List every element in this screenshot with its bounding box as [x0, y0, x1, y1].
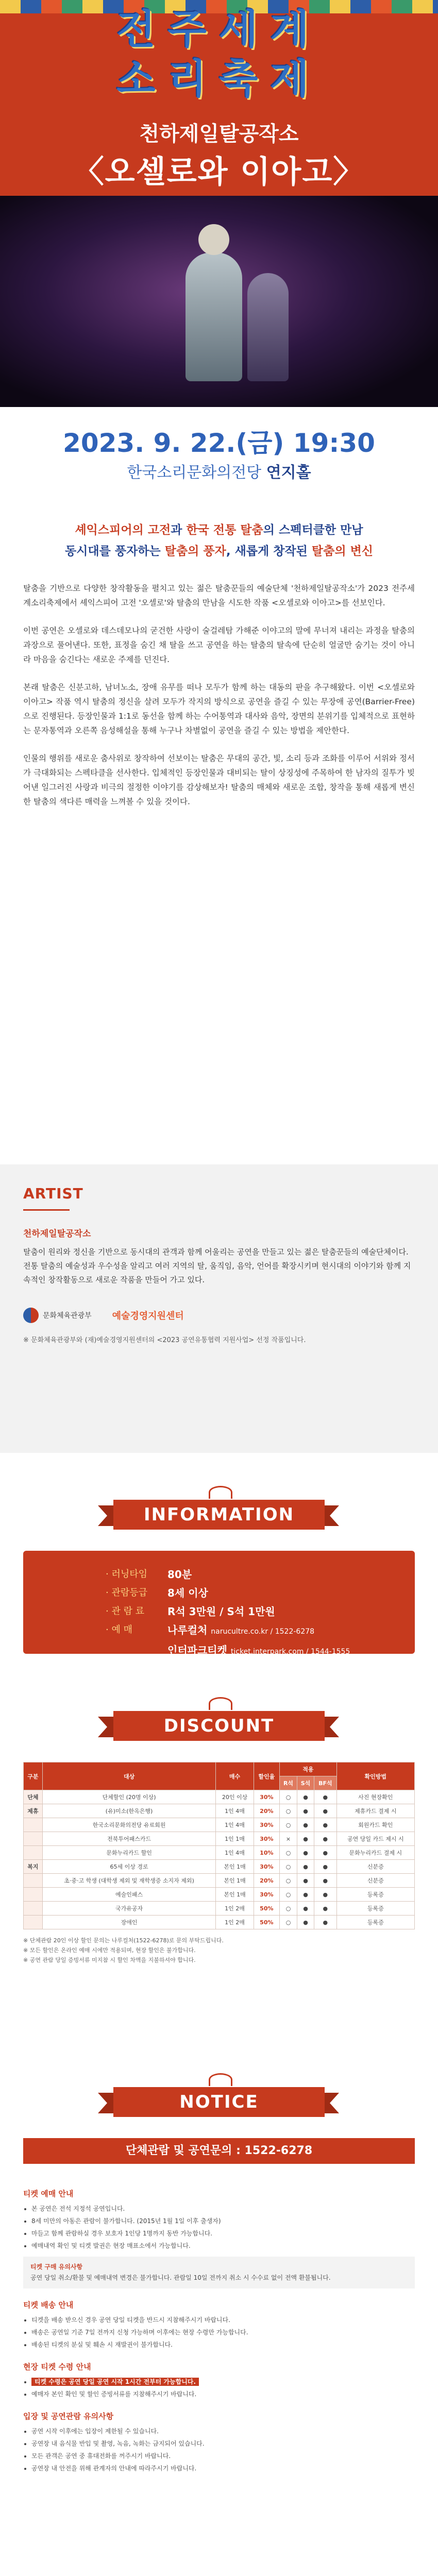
- col-group-header: 적용: [280, 1762, 337, 1776]
- table-cell: 1인 4매: [216, 1804, 254, 1818]
- table-cell: 30%: [254, 1790, 279, 1804]
- ribbon-ornament: [209, 2073, 232, 2086]
- table-cell: 50%: [254, 1902, 279, 1916]
- event-date: 2023. 9. 22.(금) 19:30: [63, 428, 375, 458]
- booking-contact[interactable]: ticket.interpark.com / 1544-1555: [230, 1648, 350, 1656]
- table-cell: 장애인: [42, 1916, 216, 1929]
- table-row: [24, 1846, 415, 1860]
- table-cell: ●: [297, 1832, 314, 1846]
- col-header: R석: [280, 1776, 297, 1790]
- notice-item: • 공연 시작 이후에는 입장이 제한될 수 있습니다.: [31, 2426, 415, 2437]
- booking-vendor: 나루컬처: [167, 1624, 208, 1636]
- category-cell: 제휴: [24, 1804, 43, 1818]
- headline-text: , 새롭게 창작된: [226, 545, 312, 558]
- festival-title-line1: 전주세계: [116, 7, 322, 53]
- category-cell: [24, 1902, 43, 1916]
- table-cell: ●: [314, 1874, 337, 1888]
- table-cell: ○: [280, 1790, 297, 1804]
- table-cell: 등록증: [336, 1902, 414, 1916]
- discount-table-body: [24, 1790, 415, 1929]
- table-cell: ○: [280, 1916, 297, 1929]
- headline-text: 탈춤의 풍자: [164, 545, 226, 558]
- table-cell: 단체할인 (20명 이상): [42, 1790, 216, 1804]
- intro-paragraph: 본래 탈춤은 신분고하, 남녀노소, 장애 유무를 떠나 모두가 함께 하는 대동의 판을 추구해왔다. 이번 <오셀로와 이아고> 작품 역시 탈춤의 정신을 살려 모두가 작지의 방식으로 공연을 즐길 수 있는 무장애 공연(Barrier-Free)으로 진행된다. 등장인물과 1:1로 동선을 함께 하는 수어통역과 대사와 음악, 장면의 분위기를 입체적으로 표현하는 문자통역과 오른쪽 음성해설을 통해 누구나 차별없이 공연을 즐길 수 있는 방법을 제안한다.: [23, 683, 415, 735]
- notice-phone-bar: 단체관람 및 공연문의 : 1522-6278: [23, 2138, 415, 2164]
- info-row-age: [106, 1584, 350, 1602]
- table-cell: 20%: [254, 1804, 279, 1818]
- table-cell: 사진 현장확인: [336, 1790, 414, 1804]
- venue-hall: 연지홀: [266, 464, 311, 482]
- notice-item: • 본 공연은 전석 지정석 공연입니다.: [31, 2204, 415, 2214]
- col-header: 확인방법: [336, 1762, 414, 1790]
- table-cell: ●: [314, 1818, 337, 1832]
- table-row: [24, 1902, 415, 1916]
- table-cell: ●: [314, 1846, 337, 1860]
- table-cell: ○: [280, 1902, 297, 1916]
- heading-underline: [23, 1209, 70, 1211]
- table-cell: ●: [297, 1818, 314, 1832]
- information-box: [23, 1551, 415, 1654]
- performer-figure-2: [247, 273, 289, 381]
- category-cell: [24, 1874, 43, 1888]
- col-header: BF석: [314, 1776, 337, 1790]
- artist-section: [0, 1164, 438, 1453]
- table-row: [24, 1790, 415, 1804]
- info-key: · 예 매: [106, 1621, 167, 1641]
- ribbon-tail-right: [324, 1505, 339, 1526]
- table-cell: ●: [297, 1874, 314, 1888]
- stage-photo: [0, 196, 438, 407]
- table-cell: 30%: [254, 1888, 279, 1902]
- hero-poster: [0, 0, 438, 505]
- table-cell: 등록증: [336, 1916, 414, 1929]
- table-cell: ●: [297, 1846, 314, 1860]
- artist-heading: ARTIST: [23, 1185, 83, 1202]
- table-cell: ○: [280, 1818, 297, 1832]
- notice-list: [23, 2426, 415, 2474]
- table-cell: ●: [297, 1860, 314, 1874]
- headline-text: 한국 전통 탈춤: [186, 523, 263, 537]
- notice-box-title: 티켓 구매 유의사항: [30, 2263, 83, 2270]
- ribbon-ornament: [209, 1697, 232, 1710]
- info-row-price: [106, 1602, 350, 1621]
- discount-ribbon: [0, 1705, 438, 1747]
- notice-ribbon: [0, 2081, 438, 2123]
- table-cell: 문화누리카드 결제 시: [336, 1846, 414, 1860]
- notice-body: [23, 2177, 415, 2476]
- notice-item: [31, 2377, 415, 2387]
- table-row: [24, 1818, 415, 1832]
- notice-item: • 공연장 내 안전을 위해 관계자의 안내에 따라주시기 바랍니다.: [31, 2463, 415, 2474]
- table-row: [24, 1804, 415, 1818]
- intro-paragraph: 탈춤을 기반으로 다양한 창작활동을 펼치고 있는 젊은 탈춤꾼들의 예술단체 '천하제일탈공작소'가 2023 전주세계소리축제에서 셰익스피어 고전 '오셀로'와 탈춤의 만남을 시도한 작품 <오셀로와 이아고>를 선보인다.: [23, 584, 415, 607]
- table-cell: ●: [314, 1790, 337, 1804]
- discount-section: [23, 1762, 415, 1965]
- intro-headline-2: [0, 541, 438, 558]
- ribbon-tail-right: [324, 1717, 339, 1737]
- ribbon-tail-right: [324, 2093, 339, 2113]
- notice-subheading: 티켓 배송 안내: [23, 2300, 74, 2310]
- table-cell: 1인 4매: [216, 1846, 254, 1860]
- headline-text: 탈춤의 변신: [311, 545, 374, 558]
- ribbon-ornament: [209, 1486, 232, 1499]
- table-header-row: [24, 1762, 415, 1776]
- table-cell: 본인 1매: [216, 1860, 254, 1874]
- col-header: 대상: [42, 1762, 216, 1790]
- information-heading: INFORMATION: [113, 1500, 325, 1530]
- discount-notes: [23, 1936, 415, 1965]
- performer-figure: [186, 252, 242, 381]
- category-cell: [24, 1832, 43, 1846]
- sponsor-logos: [23, 1308, 415, 1323]
- festival-title: [0, 5, 438, 104]
- category-cell: [24, 1846, 43, 1860]
- table-cell: 30%: [254, 1860, 279, 1874]
- table-cell: 본인 1매: [216, 1874, 254, 1888]
- discount-note: ※ 모든 할인은 온라인 예매 시에만 적용되며, 현장 할인은 불가합니다.: [23, 1947, 196, 1954]
- table-row: [24, 1860, 415, 1874]
- table-row: [24, 1832, 415, 1846]
- table-cell: 1인 4매: [216, 1818, 254, 1832]
- notice-highlight: 티켓 수령은 공연 당일 공연 시작 1시간 전부터 가능합니다.: [31, 2378, 199, 2386]
- intro-paragraph: 인물의 행위를 새로운 춤사위로 창작하여 선보이는 탈춤은 무대의 공간, 빛, 소리 등과 조화를 이루어 서위와 정서가 극대화되는 스펙타클을 선사한다. 입체적인 등장인물과 대비되는 탈이 상징성에 주목하여 한 남자의 질투가 빚어낸 일그러진 사랑과 비극의 절정한 이야기를 감상해보자! 탈춤의 매체와 새로운 조합, 창작을 통해 새롭게 변신한 탈춤의 색다른 매력을 느껴볼 수 있을 것이다.: [23, 754, 415, 806]
- table-cell: 문화누리카드 할인: [42, 1846, 216, 1860]
- table-row: [24, 1874, 415, 1888]
- table-cell: ●: [314, 1902, 337, 1916]
- table-cell: 65세 이상 경로: [42, 1860, 216, 1874]
- info-value: [167, 1621, 314, 1641]
- table-cell: 30%: [254, 1832, 279, 1846]
- headline-text: 의 스펙터클한 만남: [263, 523, 363, 537]
- info-value: 80분: [167, 1568, 192, 1581]
- headline-text: 셰익스피어의 고전: [75, 523, 171, 537]
- category-cell: 단체: [24, 1790, 43, 1804]
- festival-title-line2: 소리축제: [116, 56, 322, 103]
- ministry-logo: [23, 1308, 92, 1323]
- event-venue: [0, 460, 438, 482]
- notice-list: [23, 2315, 415, 2350]
- info-value: R석 3만원 / S석 1만원: [167, 1605, 275, 1618]
- table-cell: ●: [297, 1804, 314, 1818]
- information-ribbon: [0, 1494, 438, 1535]
- col-header: 매수: [216, 1762, 254, 1790]
- table-cell: ●: [314, 1804, 337, 1818]
- table-cell: 회원카드 확인: [336, 1818, 414, 1832]
- notice-list: [23, 2377, 415, 2400]
- info-key: · 러닝타임: [106, 1565, 167, 1584]
- table-cell: 공연 당일 카드 제시 시: [336, 1832, 414, 1846]
- info-row-runtime: [106, 1565, 350, 1584]
- intro-section: [0, 520, 438, 822]
- notice-box: [23, 2257, 415, 2289]
- info-row-booking-2: [106, 1641, 350, 1661]
- table-cell: ○: [280, 1888, 297, 1902]
- intro-paragraph: 이번 공연은 오셀로와 데스데모나의 굳건한 사랑이 술걸레탐 가해준 이야고의 말에 무너져 내리는 과정을 탈춤의 과장으로 풀어낸다. 또한, 표정을 숨긴 채 탈을 쓰고 공연을 하는 탈춤의 탈속에 단순히 얼굴만 숨기는 것이 아니라 마음을 숨긴다는 새로운 주제를 던진다.: [23, 626, 415, 664]
- table-cell: 20인 이상: [216, 1790, 254, 1804]
- table-row: [24, 1888, 415, 1902]
- notice-item: • 예매자 본인 확인 및 할인 증빙서류를 지참해주시기 바랍니다.: [31, 2389, 415, 2400]
- category-cell: 복지: [24, 1860, 43, 1874]
- table-cell: ○: [280, 1860, 297, 1874]
- table-cell: 1인 2매: [216, 1916, 254, 1929]
- notice-item: • 배송은 공연일 기준 7일 전까지 신청 가능하며 이후에는 현장 수령만 가능합니다.: [31, 2327, 415, 2338]
- notice-item: • 8세 미만의 아동은 관람이 불가합니다. (2015년 1월 1일 이후 출생자): [31, 2216, 415, 2227]
- table-cell: ○: [280, 1846, 297, 1860]
- troupe-name: 천하제일탈공작소: [139, 122, 299, 146]
- discount-table: [23, 1762, 415, 1929]
- discount-note: ※ 단체관람 20인 이상 할인 문의는 나루컬처(1522-6278)로 문의 부탁드립니다.: [23, 1937, 224, 1944]
- table-cell: ●: [297, 1888, 314, 1902]
- table-cell: ●: [314, 1916, 337, 1929]
- table-cell: 한국소리문화의전당 유료회원: [42, 1818, 216, 1832]
- discount-note: ※ 공연 관람 당일 증빙서류 미지참 시 할인 차액을 지불하셔야 합니다.: [23, 1957, 196, 1963]
- col-header: 할인율: [254, 1762, 279, 1790]
- table-cell: 초·중·고 학생 (대학생 제외 및 재학생증 소지자 제외): [42, 1874, 216, 1888]
- notice-item: • 티켓을 배송 받으신 경우 공연 당일 티켓을 반드시 지참해주시기 바랍니다.: [31, 2315, 415, 2326]
- booking-contact[interactable]: narucultre.co.kr / 1522-6278: [211, 1628, 315, 1636]
- notice-item: • 마들고 함께 관람하실 경우 보호자 1인당 1명까지 동반 가능합니다.: [31, 2228, 415, 2239]
- table-cell: 제휴카드 결제 시: [336, 1804, 414, 1818]
- table-cell: 신분증: [336, 1874, 414, 1888]
- table-cell: 30%: [254, 1818, 279, 1832]
- table-cell: 신분증: [336, 1860, 414, 1874]
- table-cell: ●: [297, 1790, 314, 1804]
- taegeuk-icon: [23, 1308, 39, 1323]
- artist-description: 탈춤이 원리와 정신을 기반으로 동시대의 관객과 함께 어울리는 공연을 만들고 있는 젊은 탈춤꾼들의 예술단체이다. 전통 탈춤의 예술성과 우수성을 알리고 여러 지역의 탈, 움직임, 음악, 언어를 확장시키며 현시대의 이야기와 함께 지속적인 창작활동으로 새로운 작품을 만들어 가고 있다.: [23, 1247, 411, 1284]
- table-cell: 1인 2매: [216, 1902, 254, 1916]
- table-cell: 1인 1매: [216, 1832, 254, 1846]
- table-cell: 20%: [254, 1874, 279, 1888]
- table-cell: (유)미소(한옥은행): [42, 1804, 216, 1818]
- table-cell: 국가유공자: [42, 1902, 216, 1916]
- discount-heading: DISCOUNT: [113, 1711, 325, 1741]
- mask-head: [198, 224, 229, 255]
- notice-subheading: 티켓 예매 안내: [23, 2189, 74, 2198]
- support-note: ※ 문화체육관광부와 (재)예술경영지원센터의 <2023 공연유통협력 지원사업> 선정 작품입니다.: [23, 1336, 306, 1344]
- show-title: 〈오셀로와 이아고〉: [73, 154, 365, 190]
- notice-box-text: 공연 당일 취소/환불 및 예매내역 변경은 불가합니다. 관람일 10일 전까지 취소 시 수수료 없이 전액 환불됩니다.: [30, 2274, 331, 2281]
- ministry-logo-text: 문화체육관광부: [43, 1312, 92, 1320]
- table-cell: 등록증: [336, 1888, 414, 1902]
- table-cell: ●: [297, 1902, 314, 1916]
- booking-vendor: 인터파크티켓: [167, 1644, 227, 1656]
- category-cell: [24, 1888, 43, 1902]
- info-key: · 관람등급: [106, 1584, 167, 1602]
- intro-headline-1: [0, 520, 438, 537]
- info-value: [167, 1641, 350, 1661]
- category-cell: [24, 1916, 43, 1929]
- category-cell: [24, 1818, 43, 1832]
- table-cell: ○: [280, 1874, 297, 1888]
- table-cell: 10%: [254, 1846, 279, 1860]
- notice-item: • 모든 관객은 공연 중 휴대전화를 꺼주시기 바랍니다.: [31, 2451, 415, 2462]
- kams-logo: [112, 1309, 184, 1322]
- table-row: [24, 1916, 415, 1929]
- table-cell: ●: [314, 1860, 337, 1874]
- notice-heading: NOTICE: [113, 2087, 325, 2117]
- information-rows: [106, 1565, 350, 1661]
- ribbon-tail-left: [98, 1505, 113, 1526]
- notice-subheading: 현장 티켓 수령 안내: [23, 2362, 91, 2371]
- table-cell: 본인 1매: [216, 1888, 254, 1902]
- intro-body: [23, 581, 415, 809]
- table-cell: 예술인패스: [42, 1888, 216, 1902]
- headline-text: 과: [171, 523, 182, 537]
- info-row-booking: [106, 1621, 350, 1641]
- kams-logo-text: 예술경영지원센터: [112, 1311, 184, 1321]
- table-cell: 50%: [254, 1916, 279, 1929]
- notice-item: • 공연장 내 음식물 반입 및 촬영, 녹음, 녹화는 금지되어 있습니다.: [31, 2438, 415, 2449]
- table-cell: ●: [314, 1832, 337, 1846]
- table-cell: ○: [280, 1804, 297, 1818]
- info-value: 8세 이상: [167, 1587, 208, 1599]
- ribbon-tail-left: [98, 1717, 113, 1737]
- venue-name: 한국소리문화의전당: [127, 464, 262, 482]
- notice-item: • 배송된 티켓의 분실 및 훼손 시 재발권이 불가합니다.: [31, 2340, 415, 2350]
- table-cell: ●: [314, 1888, 337, 1902]
- col-header: S석: [297, 1776, 314, 1790]
- notice-item: • 예매내역 확인 및 티켓 발권은 현장 매표소에서 가능합니다.: [31, 2241, 415, 2251]
- table-cell: 전북투어패스카드: [42, 1832, 216, 1846]
- col-header: 구분: [24, 1762, 43, 1790]
- notice-subheading: 입장 및 공연관람 유의사항: [23, 2412, 114, 2421]
- table-cell: ●: [297, 1916, 314, 1929]
- notice-list: [23, 2204, 415, 2251]
- info-key: · 관 람 료: [106, 1602, 167, 1621]
- artist-name: 천하제일탈공작소: [23, 1229, 91, 1239]
- headline-text: 동시대를 풍자하는: [64, 545, 165, 558]
- table-cell: ×: [280, 1832, 297, 1846]
- ribbon-tail-left: [98, 2093, 113, 2113]
